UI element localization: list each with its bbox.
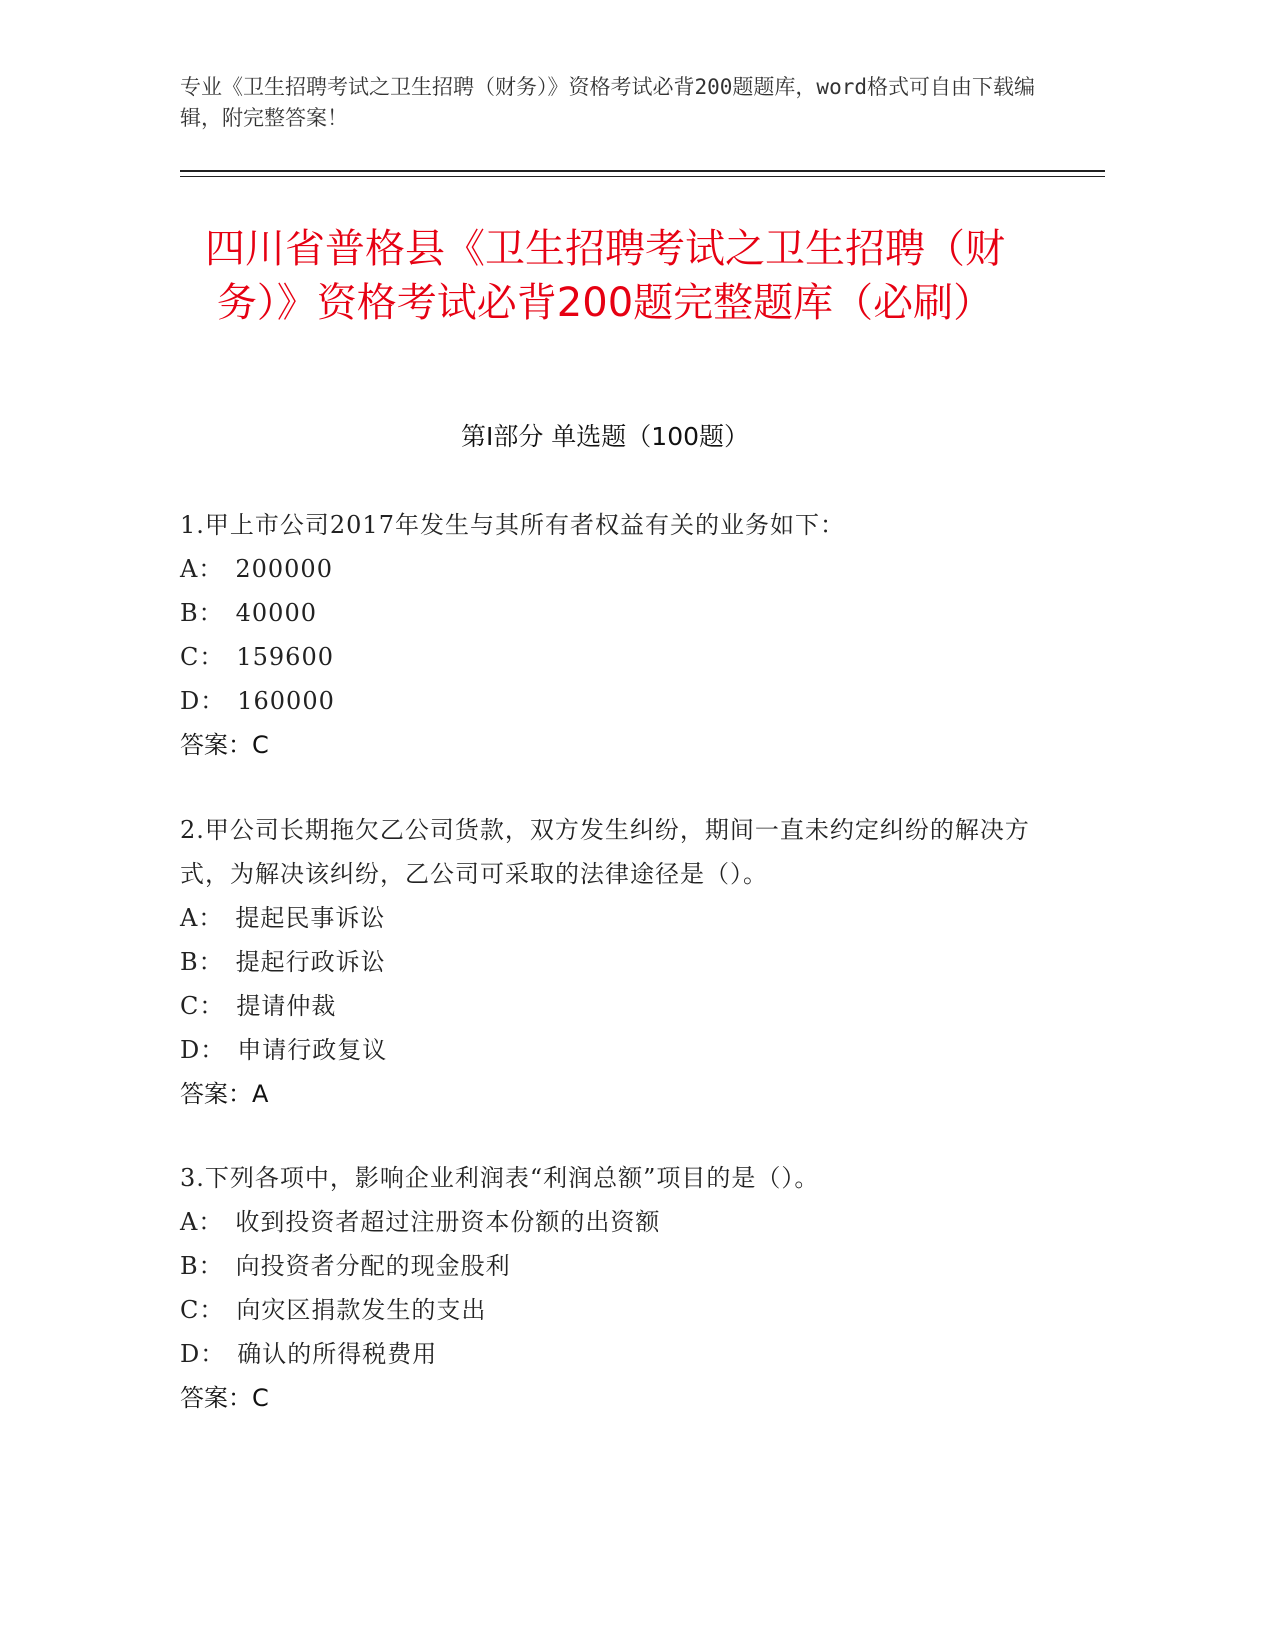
option-b [180,940,1040,984]
option-key: C： [180,643,225,671]
option-key: A： [180,904,224,932]
option-key: D： [180,1340,226,1368]
option-value: 160000 [237,687,335,715]
option-b [180,1244,1040,1288]
option-d [180,679,1040,723]
option-value: 向投资者分配的现金股利 [235,1252,511,1280]
header-note: 专业《卫生招聘考试之卫生招聘（财务）》资格考试必背200题题库，word格式可自由下载编辑，附完整答案！ [180,75,1035,130]
option-c [180,984,1040,1028]
option-value: 申请行政复议 [237,1036,388,1064]
option-value: 向灾区捐款发生的支出 [236,1296,487,1324]
option-c [180,1288,1040,1332]
option-value: 提请仲裁 [236,992,337,1020]
option-key: A： [180,555,224,583]
option-a [180,547,1040,591]
option-value: 200000 [235,555,333,583]
option-key: B： [180,1252,224,1280]
option-key: D： [180,1036,226,1064]
option-d [180,1028,1040,1072]
answer-label: 答案：C [180,731,269,759]
section-heading: 第I部分 单选题（100题） [460,422,750,451]
question-1 [180,503,1040,767]
option-b [180,591,1040,635]
option-key: A： [180,1208,224,1236]
question-3 [180,1156,1040,1420]
answer-label: 答案：C [180,1384,269,1412]
question-text: 2.甲公司长期拖欠乙公司货款，双方发生纠纷，期间一直未约定纠纷的解决方式，为解决该纠纷，乙公司可采取的法律途径是（）。 [180,816,1030,888]
option-value: 提起行政诉讼 [235,948,386,976]
header-divider-thin [180,176,1105,177]
option-value: 提起民事诉讼 [235,904,386,932]
question-text: 1.甲上市公司2017年发生与其所有者权益有关的业务如下： [180,511,845,539]
option-value: 确认的所得税费用 [237,1340,438,1368]
document-title: 四川省普格县《卫生招聘考试之卫生招聘（财务）》资格考试必背200题完整题库（必刷） [205,226,1005,326]
question-2 [180,808,1040,1116]
answer-label: 答案：A [180,1080,269,1108]
option-key: C： [180,1296,225,1324]
option-value: 159600 [236,643,334,671]
option-value: 40000 [235,599,317,627]
option-key: C： [180,992,225,1020]
option-a [180,896,1040,940]
option-value: 收到投资者超过注册资本份额的出资额 [235,1208,661,1236]
option-c [180,635,1040,679]
option-key: B： [180,599,224,627]
header-divider-thick [180,170,1105,172]
option-a [180,1200,1040,1244]
option-key: D： [180,687,226,715]
option-d [180,1332,1040,1376]
question-text: 3.下列各项中，影响企业利润表“利润总额”项目的是（）。 [180,1164,820,1192]
option-key: B： [180,948,224,976]
